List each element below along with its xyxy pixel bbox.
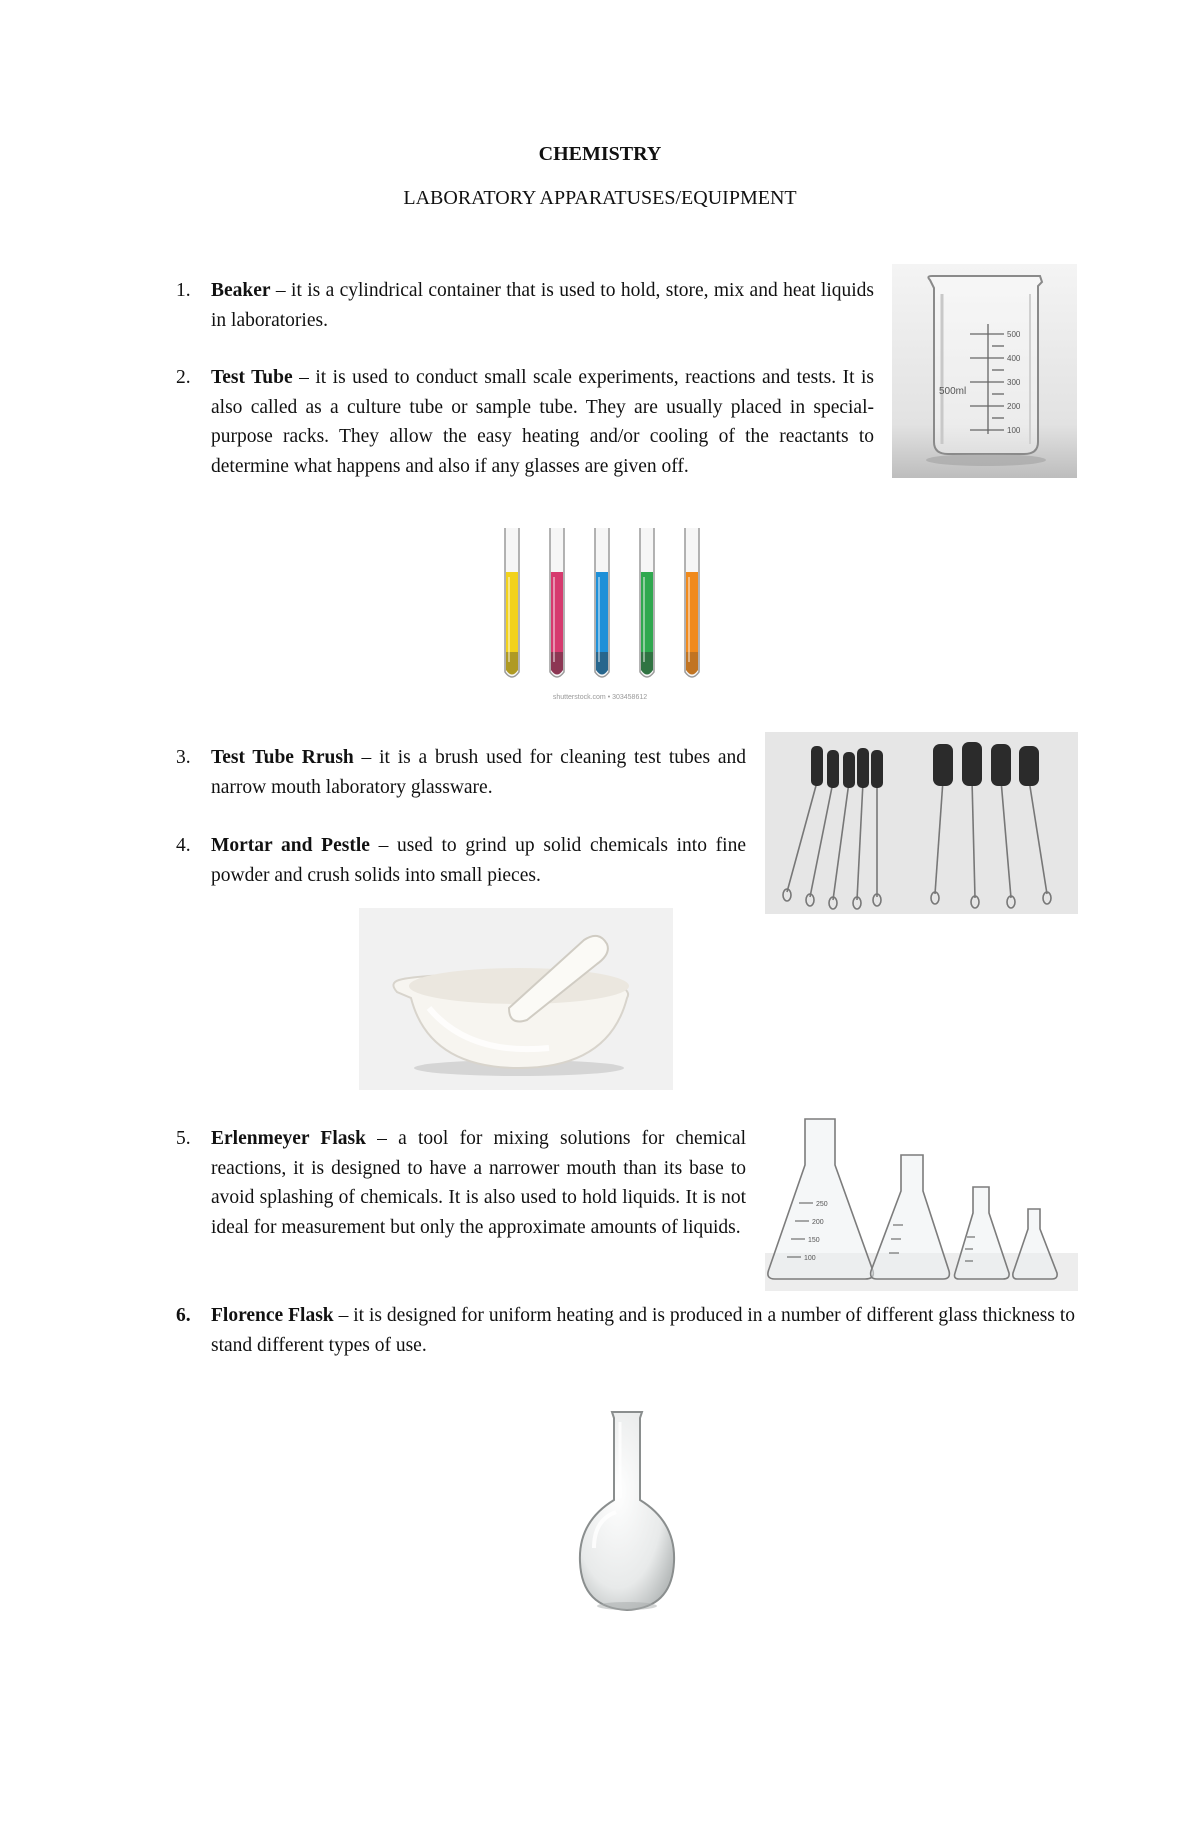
list-item-mortar-pestle [211, 831, 746, 890]
test-tube-brushes-image [765, 732, 1078, 914]
item-number: 5. [176, 1128, 191, 1149]
item-text: – it is used to conduct small scale experiments, reactions and tests. It is also called as a culture tube or sample tube. They are usually placed in special-purpose racks. They allow the easy heating and/or cooling of the reactants to determine what happens and also if any glasses are given off. [211, 367, 875, 477]
mortar-pestle-image [359, 908, 673, 1090]
item-term: Florence Flask [211, 1305, 334, 1326]
item-term: Test Tube [211, 367, 293, 388]
item-term: Test Tube Rrush [211, 747, 354, 768]
page-title: CHEMISTRY [538, 143, 662, 165]
item-text: – it is a cylindrical container that is used to hold, store, mix and heat liquids in laboratories. [211, 280, 874, 331]
item-text: – used to grind up solid chemicals into fine powder and crush solids into small pieces. [211, 835, 746, 886]
flask-mark: 100 [804, 1255, 816, 1262]
list-item-erlenmeyer-flask [211, 1124, 746, 1242]
flask-mark: 250 [816, 1201, 828, 1208]
item-number: 1. [176, 280, 191, 301]
list-item-beaker [211, 276, 874, 335]
item-term: Mortar and Pestle [211, 835, 370, 856]
flask-mark: 150 [808, 1237, 820, 1244]
item-number: 3. [176, 747, 191, 768]
item-text: – it is designed for uniform heating and is produced in a number of different glass thickness to stand different types of use. [211, 1305, 1075, 1356]
item-text: – a tool for mixing solutions for chemical reactions, it is designed to have a narrower mouth than its base to avoid splashing of chemicals. It is also used to hold liquids. It is not ideal for measurement but only the approximate amounts of liquids. [211, 1128, 747, 1238]
florence-flask-image [572, 1408, 682, 1618]
list-item-test-tube-brush [211, 743, 746, 802]
item-text: – it is a brush used for cleaning test tubes and narrow mouth laboratory glassware. [211, 747, 746, 798]
beaker-mark: 100 [1007, 426, 1021, 435]
image-caption: shutterstock.com • 303458612 [552, 694, 648, 701]
test-tubes-image [490, 522, 710, 707]
item-term: Beaker [211, 280, 271, 301]
erlenmeyer-flasks-image [765, 1113, 1078, 1291]
beaker-mark: 200 [1007, 402, 1021, 411]
item-number: 2. [176, 367, 191, 388]
beaker-mark: 500 [1007, 330, 1021, 339]
item-number: 4. [176, 835, 191, 856]
page-subtitle: LABORATORY APPARATUSES/EQUIPMENT [403, 187, 797, 209]
list-item-test-tube [211, 363, 874, 481]
item-term: Erlenmeyer Flask [211, 1128, 366, 1149]
list-item-florence-flask [211, 1301, 1075, 1360]
item-number: 6. [176, 1305, 191, 1326]
beaker-mark: 400 [1007, 354, 1021, 363]
flask-mark: 200 [812, 1219, 824, 1226]
beaker-image [892, 264, 1077, 478]
beaker-volume-label: 500ml [939, 386, 967, 397]
beaker-mark: 300 [1007, 378, 1021, 387]
